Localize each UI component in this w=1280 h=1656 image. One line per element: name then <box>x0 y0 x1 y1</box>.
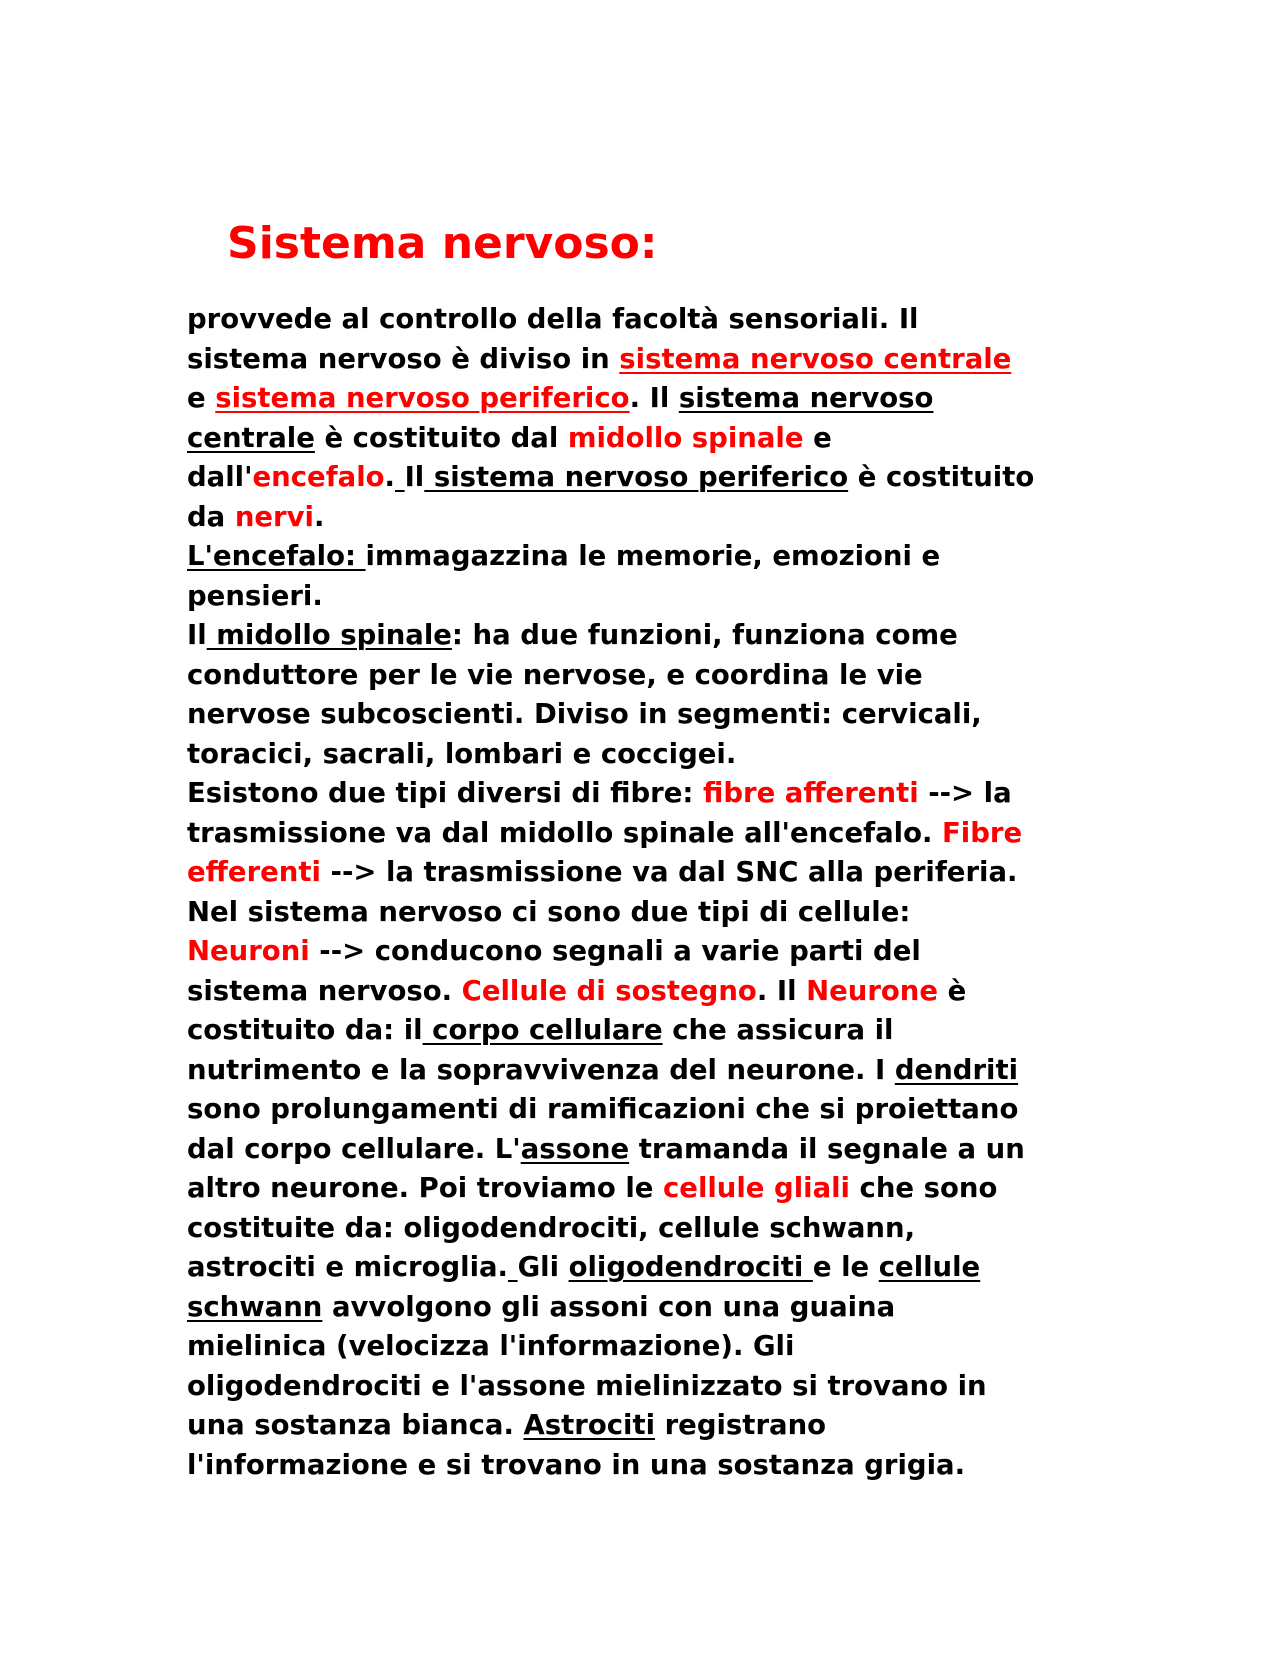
body-paragraph <box>187 300 1107 1485</box>
text-line <box>187 1209 1107 1249</box>
highlighted-term: nervi <box>234 500 314 533</box>
text-segment: che sono <box>849 1172 998 1204</box>
text-line <box>187 498 1107 538</box>
text-segment: nutrimento e la sopravvivenza del neurone. I <box>187 1053 895 1086</box>
text-segment: --> la <box>918 777 1012 809</box>
text-line <box>187 1406 1107 1446</box>
highlighted-term: midollo spinale <box>567 421 804 454</box>
text-segment: sono prolungamenti di ramificazioni che si proiettano <box>187 1093 1019 1125</box>
text-line <box>187 419 1107 459</box>
highlighted-term: encefalo <box>252 461 385 493</box>
text-segment: trasmissione va dal midollo spinale all'encefalo. <box>187 816 942 849</box>
text-segment: che assicura il <box>662 1014 894 1046</box>
text-segment: dall' <box>187 461 253 493</box>
text-segment: è <box>938 974 967 1007</box>
text-line <box>187 577 1107 617</box>
text-segment: altro neurone. Poi troviamo le <box>187 1172 663 1204</box>
text-line <box>187 972 1107 1012</box>
text-segment: dal corpo cellulare. L' <box>187 1132 521 1165</box>
text-line <box>187 1288 1107 1328</box>
text-line <box>187 853 1107 893</box>
text-segment: costituito da: il <box>187 1014 423 1046</box>
text-line <box>187 1169 1107 1209</box>
text-line <box>187 893 1107 933</box>
text-line <box>187 1051 1107 1091</box>
underlined-term: schwann <box>187 1290 323 1323</box>
highlighted-term: fibre afferenti <box>702 777 919 809</box>
text-segment: sistema nervoso. <box>187 974 462 1007</box>
underlined-term: Astrociti <box>523 1409 656 1441</box>
text-segment: . Il <box>629 382 679 414</box>
text-segment: registrano <box>655 1409 827 1441</box>
highlighted-term: Neuroni <box>187 935 310 967</box>
text-segment: provvede al controllo della facoltà sensoriali. Il <box>187 303 919 335</box>
text-line <box>187 300 1107 340</box>
text-segment: : ha due funzioni, funziona come <box>451 619 958 651</box>
underlined-term: sistema nervoso periferico <box>424 461 849 493</box>
highlighted-underlined-term: sistema nervoso periferico <box>215 382 630 414</box>
text-segment: e <box>187 382 216 414</box>
text-line <box>187 932 1107 972</box>
text-segment: Il <box>404 461 425 493</box>
text-line <box>187 1130 1107 1170</box>
text-segment: costituite da: oligodendrociti, cellule schwann, <box>187 1211 916 1244</box>
text-segment: avvolgono gli assoni con una guaina <box>322 1290 896 1323</box>
text-segment: --> la trasmissione va dal SNC alla periferia. <box>320 856 1018 888</box>
underlined-term: centrale <box>187 421 315 454</box>
text-segment: tramanda il segnale a un <box>629 1132 1025 1165</box>
text-line <box>187 616 1107 656</box>
page-title: Sistema nervoso: <box>227 218 658 269</box>
text-line <box>187 814 1107 854</box>
text-line <box>187 340 1107 380</box>
text-segment: toracici, sacrali, lombari e coccigei. <box>187 737 737 770</box>
underlined-term <box>395 461 405 493</box>
underlined-term: L'encefalo: <box>187 540 366 572</box>
text-line <box>187 379 1107 419</box>
highlighted-underlined-term: sistema nervoso centrale <box>619 342 1012 375</box>
text-segment: . <box>384 461 395 493</box>
text-segment: Nel sistema nervoso ci sono due tipi di cellule: <box>187 895 911 928</box>
text-segment: e le <box>812 1251 879 1283</box>
underlined-term: dendriti <box>894 1053 1019 1086</box>
text-segment: Il <box>187 619 207 651</box>
highlighted-term: cellule gliali <box>663 1172 850 1204</box>
underlined-term <box>508 1251 518 1283</box>
underlined-term: cellule <box>878 1251 981 1283</box>
text-line <box>187 656 1107 696</box>
highlighted-term: Fibre <box>942 816 1023 849</box>
text-segment: . <box>313 500 325 533</box>
text-segment: è costituito dal <box>314 421 568 454</box>
text-segment: l'informazione e si trovano in una sostanza grigia. <box>187 1448 966 1481</box>
text-line <box>187 537 1107 577</box>
underlined-term: midollo spinale <box>206 619 452 651</box>
text-line <box>187 458 1107 498</box>
text-line <box>187 1367 1107 1407</box>
underlined-term: oligodendrociti <box>568 1251 813 1283</box>
text-segment: pensieri. <box>187 579 323 612</box>
underlined-term: assone <box>520 1132 630 1165</box>
text-segment: una sostanza bianca. <box>187 1409 524 1441</box>
text-line <box>187 1446 1107 1486</box>
highlighted-term: efferenti <box>187 856 321 888</box>
text-line <box>187 1248 1107 1288</box>
text-line <box>187 774 1107 814</box>
text-line <box>187 1011 1107 1051</box>
text-segment: sistema nervoso è diviso in <box>187 342 620 375</box>
text-line <box>187 735 1107 775</box>
text-segment: mielinica (velocizza l'informazione). Gli <box>187 1330 795 1362</box>
text-line <box>187 1327 1107 1367</box>
text-segment: da <box>187 500 235 533</box>
text-segment: e <box>803 421 832 454</box>
text-segment: Esistono due tipi diversi di fibre: <box>187 777 703 809</box>
text-segment: conduttore per le vie nervose, e coordina le vie <box>187 658 923 691</box>
text-line <box>187 695 1107 735</box>
text-segment: è costituito <box>848 461 1035 493</box>
highlighted-term: Cellule di sostegno <box>461 974 757 1007</box>
text-segment: Gli <box>517 1251 569 1283</box>
underlined-term: corpo cellulare <box>422 1014 663 1046</box>
text-segment: --> conducono segnali a varie parti del <box>309 935 921 967</box>
highlighted-term: Neurone <box>806 974 939 1007</box>
text-segment: astrociti e microglia. <box>187 1251 509 1283</box>
text-segment: . Il <box>756 974 807 1007</box>
text-line <box>187 1090 1107 1130</box>
text-segment: oligodendrociti e l'assone mielinizzato si trovano in <box>187 1369 987 1402</box>
text-segment: immagazzina le memorie, emozioni e <box>365 540 941 572</box>
underlined-term: sistema nervoso <box>678 382 934 414</box>
text-segment: nervose subcoscienti. Diviso in segmenti: cervicali, <box>187 698 982 730</box>
